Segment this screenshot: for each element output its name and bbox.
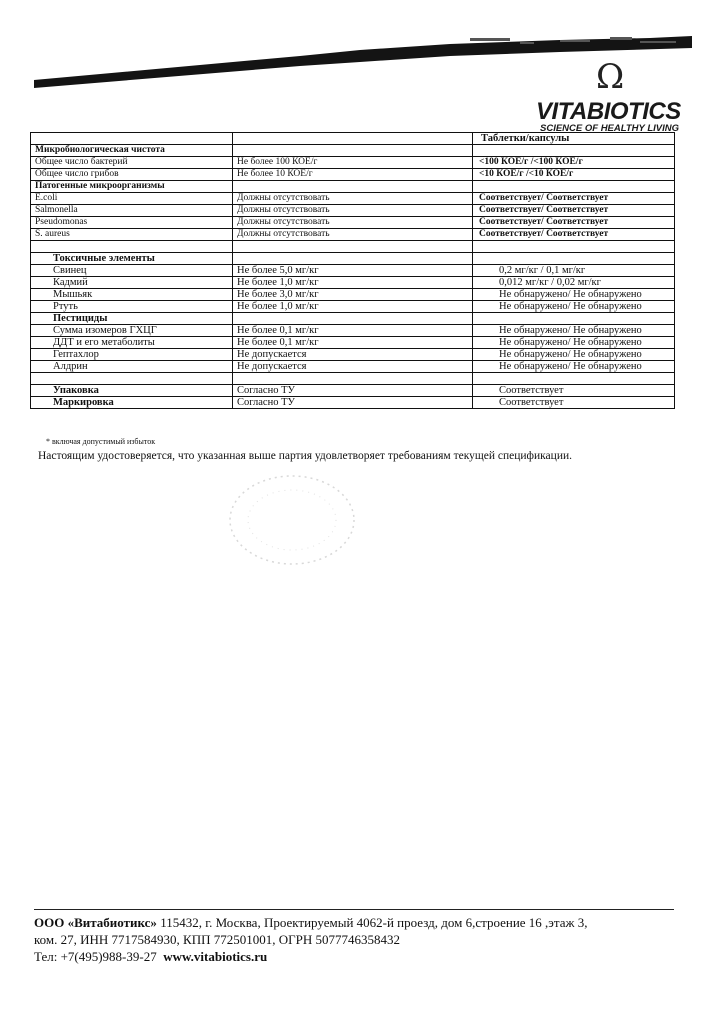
param-name: Кадмий	[31, 277, 233, 289]
table-row	[31, 205, 675, 217]
param-result: Не обнаружено/ Не обнаружено	[473, 349, 675, 361]
param-result: Не обнаружено/ Не обнаружено	[473, 301, 675, 313]
footer-line-2: ком. 27, ИНН 7717584930, КПП 772501001, ОГРН 5077746358432	[34, 932, 401, 947]
param-result: 0,2 мг/кг / 0,1 мг/кг	[473, 265, 675, 277]
header-cell	[31, 133, 233, 145]
param-result: Не обнаружено/ Не обнаружено	[473, 289, 675, 301]
param-name: Общее число грибов	[31, 169, 233, 181]
param-name: S. aureus	[31, 229, 233, 241]
table-header-row	[31, 133, 675, 145]
param-name: Свинец	[31, 265, 233, 277]
param-norm: Не более 1,0 мг/кг	[233, 277, 473, 289]
param-name-marking: Маркировка	[31, 397, 233, 409]
param-result: Соответствует	[473, 397, 675, 409]
section-row	[31, 145, 675, 157]
table-row	[31, 289, 675, 301]
spacer-row	[31, 241, 675, 253]
table-row	[31, 361, 675, 373]
table-row	[31, 277, 675, 289]
param-result: Соответствует/ Соответствует	[473, 217, 675, 229]
section-title-pesticides: Пестициды	[31, 313, 233, 325]
company-footer	[34, 914, 587, 965]
footer-line-1	[34, 914, 587, 931]
param-norm: Не более 5,0 мг/кг	[233, 265, 473, 277]
param-result: Не обнаружено/ Не обнаружено	[473, 337, 675, 349]
param-result: Соответствует/ Соответствует	[473, 205, 675, 217]
param-name: Гептахлор	[31, 349, 233, 361]
param-name: Salmonella	[31, 205, 233, 217]
specification-table	[30, 132, 675, 409]
table-row	[31, 193, 675, 205]
section-title-pathogens: Патогенные микроорганизмы	[31, 181, 233, 193]
param-norm: Не более 0,1 мг/кг	[233, 337, 473, 349]
vitabiotics-logo	[536, 57, 696, 138]
table-row	[31, 325, 675, 337]
section-title-micro: Микробиологическая чистота	[31, 145, 233, 157]
logo-tagline: SCIENCE OF HEALTHY LIVING	[540, 123, 679, 134]
table-row	[31, 337, 675, 349]
table-row	[31, 397, 675, 409]
param-name: Сумма изомеров ГХЦГ	[31, 325, 233, 337]
omega-icon: Ω	[596, 57, 625, 97]
section-row	[31, 253, 675, 265]
spacer-row	[31, 373, 675, 385]
param-name: Pseudomonas	[31, 217, 233, 229]
table-row	[31, 229, 675, 241]
faint-stamp	[214, 468, 364, 578]
param-norm: Согласно ТУ	[233, 397, 473, 409]
param-norm: Должны отсутствовать	[233, 193, 473, 205]
table-row	[31, 349, 675, 361]
footer-line-3	[34, 948, 587, 965]
param-result: 0,012 мг/кг / 0,02 мг/кг	[473, 277, 675, 289]
param-norm: Должны отсутствовать	[233, 217, 473, 229]
table-row	[31, 157, 675, 169]
footer-divider	[34, 909, 674, 910]
logo-name: VITABIOTICS	[536, 98, 681, 125]
param-norm: Не более 3,0 мг/кг	[233, 289, 473, 301]
company-name: ООО «Витабиотикс»	[34, 915, 157, 930]
company-website: www.vitabiotics.ru	[163, 949, 268, 964]
table-row	[31, 169, 675, 181]
table-row	[31, 217, 675, 229]
table-row	[31, 301, 675, 313]
header-cell	[233, 133, 473, 145]
company-phone: Тел: +7(495)988-39-27	[34, 949, 157, 964]
param-norm: Не более 100 КОЕ/г	[233, 157, 473, 169]
section-row	[31, 181, 675, 193]
param-norm: Не более 10 КОЕ/г	[233, 169, 473, 181]
param-name: Общее число бактерий	[31, 157, 233, 169]
param-result: Соответствует/ Соответствует	[473, 193, 675, 205]
param-norm: Не допускается	[233, 349, 473, 361]
param-name: E.coli	[31, 193, 233, 205]
param-result: Соответствует/ Соответствует	[473, 229, 675, 241]
param-result: Не обнаружено/ Не обнаружено	[473, 361, 675, 373]
param-norm: Должны отсутствовать	[233, 229, 473, 241]
param-name: Алдрин	[31, 361, 233, 373]
param-norm: Не более 0,1 мг/кг	[233, 325, 473, 337]
header-cell-form: Таблетки/капсулы	[473, 133, 675, 145]
footnote: * включая допустимый избыток	[46, 437, 156, 446]
param-norm: Не допускается	[233, 361, 473, 373]
table-row	[31, 265, 675, 277]
param-result: Не обнаружено/ Не обнаружено	[473, 325, 675, 337]
param-name-packaging: Упаковка	[31, 385, 233, 397]
param-result: <100 КОЕ/г /<100 КОЕ/г	[473, 157, 675, 169]
param-norm: Не более 1,0 мг/кг	[233, 301, 473, 313]
param-norm: Согласно ТУ	[233, 385, 473, 397]
section-title-toxic: Токсичные элементы	[31, 253, 233, 265]
param-name: Ртуть	[31, 301, 233, 313]
param-result: <10 КОЕ/г /<10 КОЕ/г	[473, 169, 675, 181]
param-norm: Должны отсутствовать	[233, 205, 473, 217]
section-row	[31, 313, 675, 325]
certification-statement: Настоящим удостоверяется, что указанная выше партия удовлетворяет требованиям текущей спецификации.	[38, 450, 572, 462]
table-row	[31, 385, 675, 397]
param-name: Мышьяк	[31, 289, 233, 301]
company-address: 115432, г. Москва, Проектируемый 4062-й проезд, дом 6,строение 16 ,этаж 3,	[156, 915, 588, 930]
param-result: Соответствует	[473, 385, 675, 397]
param-name: ДДТ и его метаболиты	[31, 337, 233, 349]
